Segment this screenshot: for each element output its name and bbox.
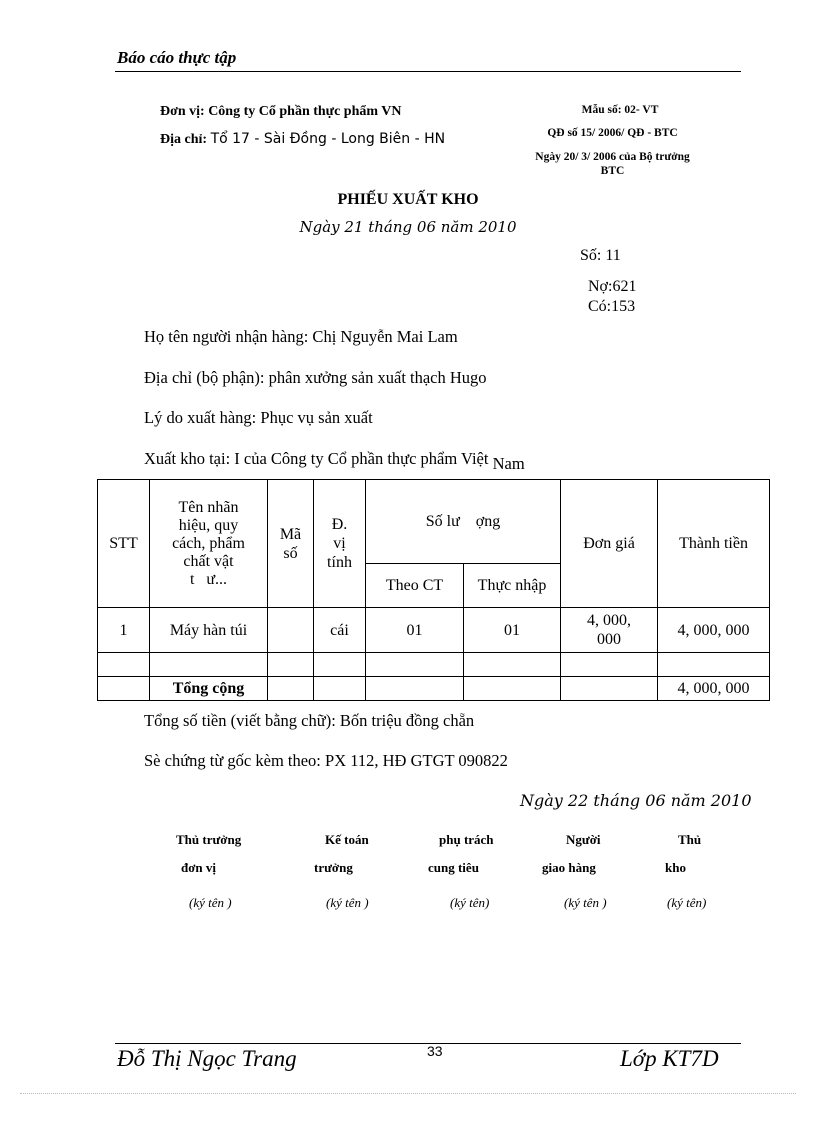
page-number: 33 xyxy=(427,1043,443,1059)
form-decision-date: Ngày 20/ 3/ 2006 của Bộ trưởng xyxy=(535,151,690,163)
amount-in-words: Tổng số tiền (viết bằng chữ): Bốn triệu đồng chẵn xyxy=(144,711,475,730)
issue-warehouse xyxy=(144,449,525,473)
document-date: Ngày 21 tháng 06 năm 2010 xyxy=(299,218,517,236)
header-qty-actual: Thực nhập xyxy=(464,564,561,608)
signature-storekeeper-title-2: kho xyxy=(665,860,686,875)
form-template-code: Mẫu số: 02- VT xyxy=(581,104,659,116)
credit-account: Có:153 xyxy=(588,298,636,315)
footer-class: Lớp KT7D xyxy=(620,1046,719,1071)
header-stt: STT xyxy=(98,480,150,608)
signature-accountant-sign: (ký tên ) xyxy=(326,895,369,910)
form-decision: QĐ số 15/ 2006/ QĐ - BTC xyxy=(547,127,678,139)
header-unit xyxy=(314,480,366,608)
header-code-l1: Mã xyxy=(279,525,302,543)
signature-storekeeper-title: Thủ xyxy=(678,832,702,847)
header-quantity: Số lư ợng xyxy=(366,480,561,564)
signature-supply-title-2: cung tiêu xyxy=(428,860,479,875)
signature-deliverer-title-2: giao hàng xyxy=(542,860,596,875)
row-qty-doc: 01 xyxy=(366,608,464,653)
header-code xyxy=(268,480,314,608)
row-price-l1: 4, 000, xyxy=(587,612,632,629)
header-item-name-l5: t ư... xyxy=(189,570,228,588)
signature-storekeeper-sign: (ký tên) xyxy=(667,895,707,910)
receiver-name: Họ tên người nhận hàng: Chị Nguyễn Mai Lam xyxy=(144,327,458,346)
row-item-name: Máy hàn túi xyxy=(150,608,268,653)
warehouse-text: Xuất kho tại: I của Công ty Cổ phần thực phẩm Việt xyxy=(144,449,489,468)
row-code xyxy=(268,608,314,653)
table-header-row xyxy=(98,480,770,564)
header-item-name xyxy=(150,480,268,608)
debit-account: Nợ:621 xyxy=(588,278,637,295)
signature-supply-sign: (ký tên) xyxy=(450,895,490,910)
header-item-name-l3: cách, phẩm xyxy=(172,534,245,552)
row-stt: 1 xyxy=(98,608,150,653)
header-amount: Thành tiền xyxy=(658,480,770,608)
header-unit-l2: vị xyxy=(333,535,346,552)
attached-documents: Sè chứng từ gốc kèm theo: PX 112, HĐ GTGT 090822 xyxy=(144,751,508,770)
signature-deliverer-sign: (ký tên ) xyxy=(564,895,607,910)
total-label: Tổng cộng xyxy=(150,677,268,701)
table-row-empty xyxy=(98,653,770,677)
company-address xyxy=(160,131,445,148)
company-unit: Đơn vị: Công ty Cổ phần thực phẩm VN xyxy=(160,104,402,119)
page-bottom-border xyxy=(20,1093,796,1094)
header-item-name-l1: Tên nhãn xyxy=(178,498,239,516)
document-title: PHIẾU XUẤT KHO xyxy=(337,191,479,208)
header-price: Đơn giá xyxy=(561,480,658,608)
table-row xyxy=(98,608,770,653)
header-item-name-l4: chất vật xyxy=(183,552,234,570)
total-amount: 4, 000, 000 xyxy=(658,677,770,701)
row-qty-actual: 01 xyxy=(464,608,561,653)
row-unit: cái xyxy=(314,608,366,653)
address-value: Tổ 17 - Sài Đồng - Long Biên - HN xyxy=(210,131,446,147)
row-amount: 4, 000, 000 xyxy=(658,608,770,653)
signature-supply-title: phụ trách xyxy=(439,832,494,847)
header-qty-doc: Theo CT xyxy=(366,564,464,608)
warehouse-text-tail: Nam xyxy=(492,454,525,473)
row-price-l2: 000 xyxy=(597,631,622,648)
signature-deliverer-title: Người xyxy=(566,832,601,847)
signature-director-sign: (ký tên ) xyxy=(189,895,232,910)
signature-accountant-title: Kế toán xyxy=(325,832,369,847)
signature-director-title: Thủ trưởng xyxy=(176,832,242,847)
report-header-title: Báo cáo thực tập xyxy=(117,48,237,67)
receiver-department: Địa chỉ (bộ phận): phân xưởng sản xuất thạch Hugo xyxy=(144,368,487,387)
header-code-l2: số xyxy=(283,544,298,562)
issue-reason: Lý do xuất hàng: Phục vụ sản xuất xyxy=(144,408,373,427)
signature-accountant-title-2: trưởng xyxy=(314,860,353,875)
header-unit-l3: tính xyxy=(327,554,352,571)
goods-table xyxy=(97,479,770,701)
header-unit-l1: Đ. xyxy=(331,516,348,533)
footer-author: Đỗ Thị Ngọc Trang xyxy=(117,1046,297,1071)
address-label: Địa chỉ: xyxy=(160,132,208,147)
signature-director-title-2: đơn vị xyxy=(181,860,217,875)
signature-date: Ngày 22 tháng 06 năm 2010 xyxy=(520,791,752,810)
row-price xyxy=(561,608,658,653)
document-number: Số: 11 xyxy=(580,247,621,264)
table-total-row xyxy=(98,677,770,701)
form-decision-authority: BTC xyxy=(600,165,625,177)
header-divider xyxy=(115,71,741,72)
header-item-name-l2: hiệu, quy xyxy=(178,516,239,534)
